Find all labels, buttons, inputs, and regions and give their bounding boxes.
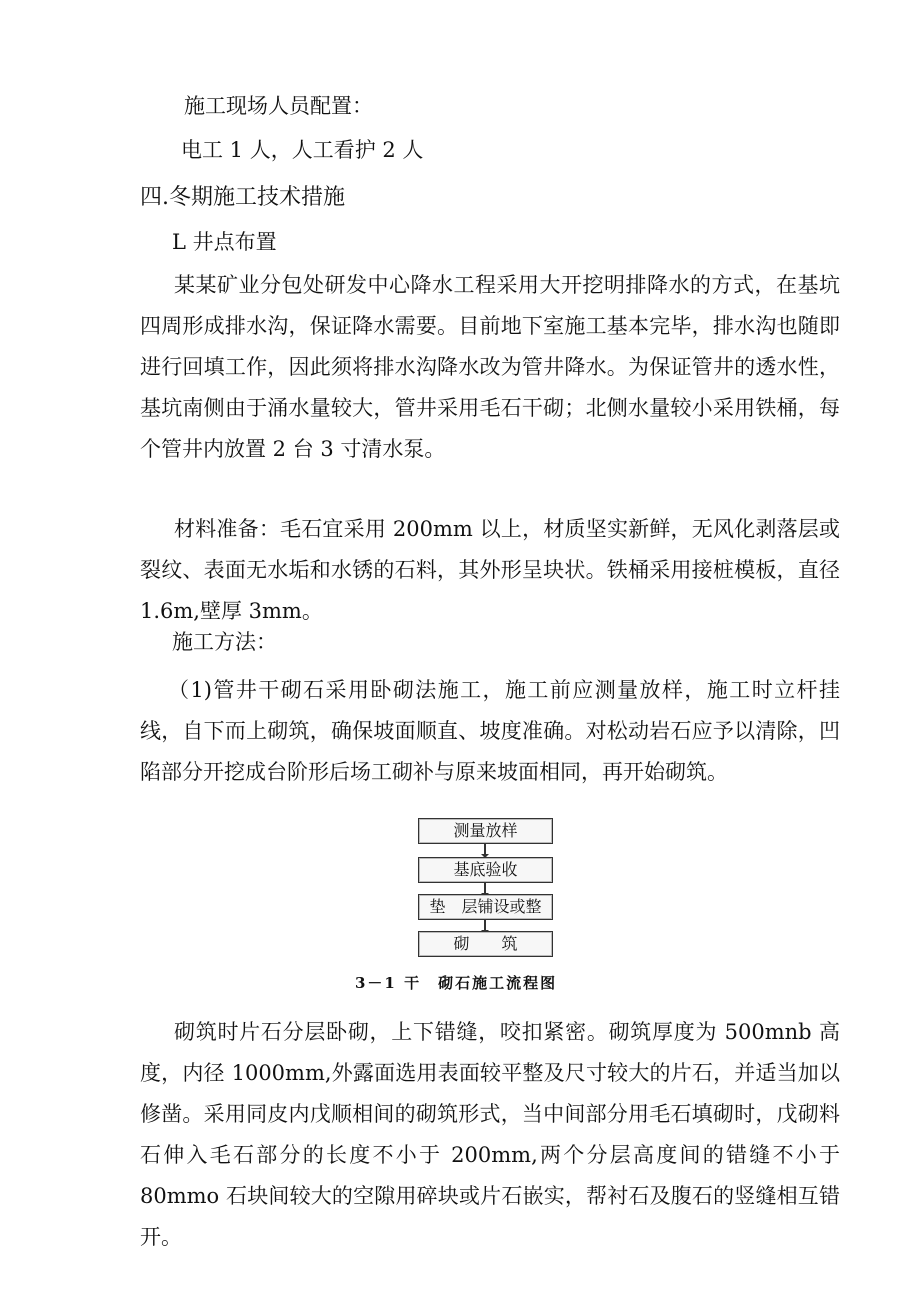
flowchart-step: 测量放样 (418, 818, 553, 844)
flowchart-arrow (484, 844, 486, 856)
masonry-flowchart (418, 818, 553, 958)
paragraph-masonry-details: 砌筑时片石分层卧砌，上下错缝，咬扣紧密。砌筑厚度为 500mnb 高度，内径 1000mm,外露面选用表面较平整及尺寸较大的片石，并适当加以修凿。采用同皮内戊顺相间的砌筑形式，当中间部分用毛石填砌时，戊砌料石伸入毛石部分的长度不小于 200mm,两个分层高度间的错缝不小于 80mmo 石块间较大的空隙用碎块或片石嵌实，帮衬石及腹石的竖缝相互错开。 (140, 1020, 840, 1249)
section-heading: 四.冬期施工技术措施 (140, 185, 345, 210)
paragraph-well-layout: 某某矿业分包处研发中心降水工程采用大开挖明排降水的方式，在基坑四周形成排水沟，保证降水需要。目前地下室施工基本完毕，排水沟也随即进行回填工作，因此须将排水沟降水改为管井降水。为保证管井的透水性，基坑南侧由于涌水量较大，管井采用毛石干砌；北侧水量较小采用铁桶，每个管井内放置 2 台 3 寸清水泵。 (140, 273, 840, 461)
paragraph-method-step1: （1)管井干砌石采用卧砌法施工，施工前应测量放样，施工时立杆挂线，自下而上砌筑，确保坡面顺直、坡度准确。对松动岩石应予以清除，凹陷部分开挖成台阶形后场工砌补与原来坡面相同，再开始砌筑。 (140, 678, 840, 784)
flowchart-step: 砌 筑 (418, 931, 553, 957)
flowchart-caption: 3－1 干 砌石施工流程图 (355, 974, 558, 992)
paragraph-materials: 材料准备：毛石宜采用 200mm 以上，材质坚实新鲜，无风化剥落层或裂纹、表面无水垢和水锈的石料，其外形呈块状。铁桶采用接桩模板，直径 1.6m,壁厚 3mm。 (140, 517, 840, 623)
staff-config-detail: 电工 1 人，人工看护 2 人 (181, 138, 424, 162)
flowchart-step: 基底验收 (418, 857, 553, 883)
flowchart-step: 垫 层铺设或整 (418, 894, 553, 920)
staff-config-title: 施工现场人员配置： (184, 94, 373, 118)
method-title: 施工方法： (172, 630, 277, 654)
subsection-heading: L 井点布置 (172, 230, 277, 254)
